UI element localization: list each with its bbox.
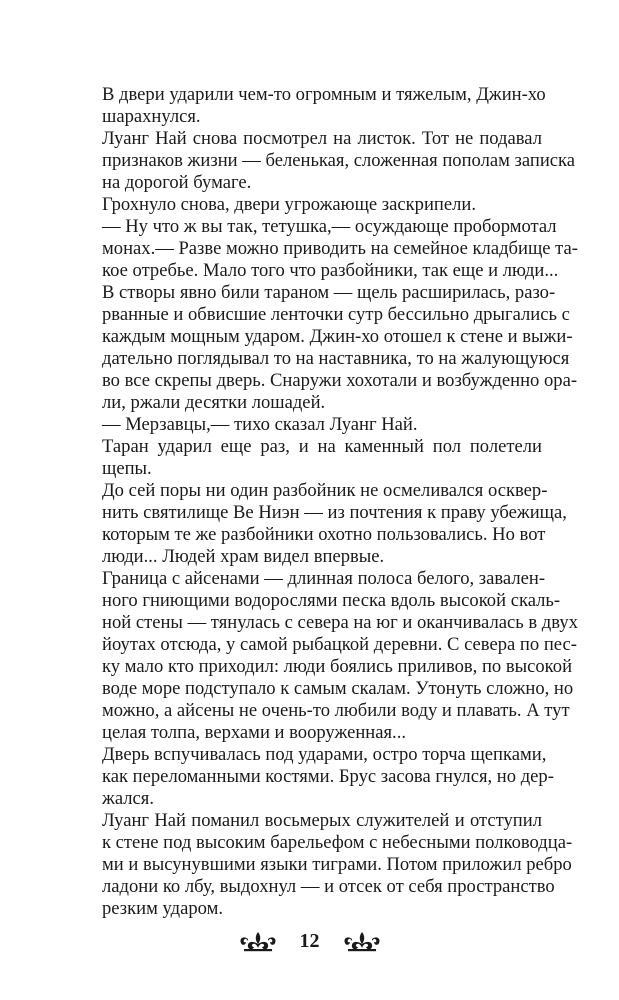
page-footer [0,921,619,961]
text-line: ной стены — тянулась с севера на юг и оканчивалась в двух [102,612,579,633]
text-line: целая толпа, верхами и вооруженная... [102,722,406,743]
text-line: кое отребье. Мало того что разбойники, так еще и люди... [102,260,559,281]
text-line: рванные и обвисшие ленточки сутр бессильно дрыгались с [102,304,570,325]
paragraph [76,744,554,810]
text-line: ли, ржали десятки лошадей. [102,392,326,413]
body-text [76,84,579,920]
ornament-icon [238,930,278,952]
text-line: которым те же разбойники охотно пользовались. Но вот [102,524,546,545]
text-line: Дверь вспучивалась под ударами, остро торча щепками, [102,744,547,765]
text-line: ку мало кто приходил: люди боялись приливов, по высокой [102,656,573,677]
paragraph [76,568,579,744]
text-line: Грохнуло снова, двери угрожающе заскрипели. [102,194,476,215]
text-line: ного гниющими водорослями песка вдоль высокой скаль- [102,590,561,611]
text-line: Таран ударил еще раз, и на каменный пол полетели [102,436,542,457]
paragraph [76,84,546,128]
paragraph [76,216,578,282]
paragraph [76,436,542,480]
text-line: До сей поры ни один разбойник не осмеливался осквер- [102,480,548,501]
text-line: каждым мощным ударом. Джин-хо отошел к стене и выжи- [102,326,573,347]
paragraph [76,414,542,436]
text-line: йоутах отсюда, у самой рыбацкой деревни. С севера по пес- [102,634,577,655]
text-line: на дорогой бумаге. [102,172,252,193]
paragraph [76,810,573,920]
paragraph [76,480,567,568]
text-line: жался. [102,788,154,809]
text-line: резким ударом. [102,898,224,919]
text-line: во все скрепы дверь. Снаружи хохотали и возбужденно ора- [102,370,578,391]
text-line: можно, а айсены не очень-то любили воду и плавать. А тут [102,700,570,721]
text-line: Граница с айсенами — длинная полоса белого, завален- [102,568,546,589]
text-line: дательно поглядывал то на наставника, то на жалующуюся [102,348,570,369]
ornament-icon [342,930,382,952]
paragraph [76,282,578,414]
text-line: ладони ко лбу, выдохнул — и отсек от себя пространство [102,876,555,897]
text-line: как переломанными костями. Брус засова гнулся, но дер- [102,766,554,787]
text-line: щепы. [102,458,152,479]
text-line: люди... Людей храм видел впервые. [102,546,385,567]
text-line: ми и высунувшими языки тиграми. Потом приложил ребро [102,854,572,875]
text-line: Луанг Най снова посмотрел на листок. Тот не подавал [102,128,542,149]
page-number: 12 [299,930,320,952]
text-line: — Мерзавцы,— тихо сказал Луанг Най. [102,414,418,435]
text-line: Луанг Най поманил восьмерых служителей и отступил [102,810,542,831]
paragraph [76,194,542,216]
paragraph [76,128,576,194]
text-line: монах.— Разве можно приводить на семейное кладбище та- [102,238,578,259]
text-line: воде море подступало к самым скалам. Утонуть сложно, но [102,678,574,699]
text-line: признаков жизни — беленькая, сложенная пополам записка [102,150,576,171]
text-line: — Ну что ж вы так, тетушка,— осуждающе пробормотал [102,216,557,237]
text-line: В двери ударили чем-то огромным и тяжелым, Джин-хо [102,84,546,105]
text-line: В створы явно били тараном — щель расширилась, разо- [102,282,556,303]
text-line: нить святилище Ве Ниэн — из почтения к праву убежища, [102,502,567,523]
text-line: шарахнулся. [102,106,201,127]
text-line: к стене под высоким барельефом с небесными полководца- [102,832,573,853]
